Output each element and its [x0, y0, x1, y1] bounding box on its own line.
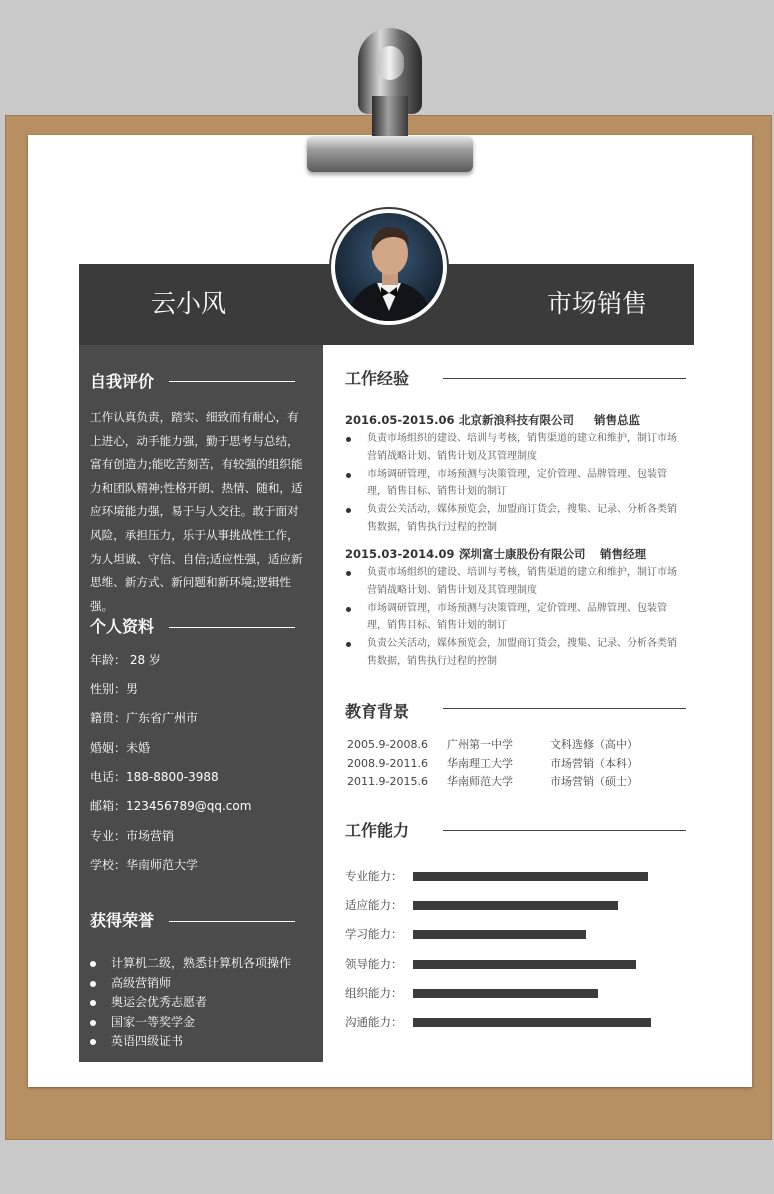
self-evaluation-text: 工作认真负责，踏实、细致而有耐心，有上进心，动手能力强，勤于思考与总结，富有创造力;能吃苦刻苦，有较强的组织能力和团队精神;性格开朗、热情、随和，适应环境能力强，易于与人交往。敢于面对风险，承担压力，乐于从事挑战性工作，为人坦诚、守信、自信;适应性强，适应新思维、新方式、新问题和新环境;逻辑性强。: [90, 410, 303, 613]
section-divider: [443, 378, 686, 379]
skill-label: 专业能力：: [345, 869, 403, 883]
edu-period: 2008.9-2011.6: [347, 757, 428, 770]
job-company: 深圳富士康股份有限公司: [459, 547, 586, 561]
job-position: 销售总监: [594, 413, 640, 427]
section-divider: [443, 708, 686, 709]
list-item: 市场调研管理，市场预测与决策管理，定价管理、品牌管理、包装管理，销售目标、销售计划的制订: [345, 466, 685, 502]
portrait-photo: [335, 213, 443, 321]
section-divider: [169, 921, 295, 922]
skills-title: 工作能力: [345, 821, 410, 840]
section-divider: [443, 830, 686, 831]
list-item: 市场调研管理，市场预测与决策管理，定价管理、品牌管理、包装管理，销售目标、销售计划的制订: [345, 600, 685, 636]
education-title: 教育背景: [345, 702, 410, 721]
list-item: 国家一等奖学金: [90, 1013, 291, 1033]
job-duties: [345, 564, 685, 671]
job-position: 销售经理: [600, 547, 646, 561]
skill-label: 沟通能力：: [345, 1015, 403, 1029]
list-item: 奥运会优秀志愿者: [90, 993, 291, 1013]
skill-bar-track: [413, 901, 663, 910]
info-gender: 性别：男: [90, 682, 139, 696]
edu-major: 文科选修（高中）: [550, 738, 638, 751]
skill-bar: [413, 989, 598, 998]
job-period: 2016.05-2015.06: [345, 413, 455, 427]
skill-bar-track: [413, 989, 663, 998]
honors-list: [90, 954, 291, 1052]
info-email: 邮箱：123456789@qq.com: [90, 799, 252, 813]
skill-bar: [413, 901, 618, 910]
info-school: 学校：华南师范大学: [90, 858, 199, 872]
list-item: 负责公关活动，媒体预览会，加盟商订货会，搜集、记录、分析各类销售数据，销售执行过程的控制: [345, 635, 685, 671]
binder-clip-icon: [307, 136, 473, 172]
list-item: 负责市场组织的建设、培训与考核，销售渠道的建立和维护，制订市场营销战略计划、销售计划及其管理制度: [345, 430, 685, 466]
skill-label: 组织能力：: [345, 986, 403, 1000]
edu-major: 市场营销（本科）: [550, 757, 638, 770]
skill-bar: [413, 960, 636, 969]
info-major: 专业：市场营销: [90, 829, 175, 843]
list-item: 负责公关活动，媒体预览会，加盟商订货会，搜集、记录、分析各类销售数据，销售执行过程的控制: [345, 501, 685, 537]
info-age: 年龄： 28 岁: [90, 653, 161, 667]
avatar: [329, 207, 449, 327]
edu-school: 华南师范大学: [447, 775, 513, 788]
job-title: 市场销售: [547, 289, 648, 318]
skill-bar-track: [413, 1018, 663, 1027]
list-item: 计算机二级，熟悉计算机各项操作: [90, 954, 291, 974]
self-evaluation-title: 自我评价: [90, 372, 155, 391]
section-divider: [169, 381, 295, 382]
list-item: 高级营销师: [90, 974, 291, 994]
edu-period: 2005.9-2008.6: [347, 738, 428, 751]
honors-title: 获得荣誉: [90, 911, 155, 930]
personal-info-title: 个人资料: [90, 617, 155, 636]
list-item: 负责市场组织的建设、培训与考核，销售渠道的建立和维护，制订市场营销战略计划、销售计划及其管理制度: [345, 564, 685, 600]
edu-school: 华南理工大学: [447, 757, 513, 770]
job-duties: [345, 430, 685, 537]
list-item: 英语四级证书: [90, 1032, 291, 1052]
edu-major: 市场营销（硕士）: [550, 775, 638, 788]
skill-bar-track: [413, 872, 663, 881]
info-hometown: 籍贯：广东省广州市: [90, 711, 199, 725]
job-company: 北京新浪科技有限公司: [459, 413, 574, 427]
skill-label: 领导能力：: [345, 957, 403, 971]
job-period: 2015.03-2014.09: [345, 547, 455, 561]
edu-period: 2011.9-2015.6: [347, 775, 428, 788]
skill-bar-track: [413, 930, 663, 939]
work-experience-title: 工作经验: [345, 369, 410, 388]
skill-bar: [413, 930, 586, 939]
skill-bar: [413, 1018, 651, 1027]
info-marital: 婚姻：未婚: [90, 741, 151, 755]
candidate-name: 云小风: [151, 289, 227, 318]
skill-bar-track: [413, 960, 663, 969]
skill-label: 适应能力：: [345, 898, 403, 912]
skill-label: 学习能力：: [345, 927, 403, 941]
info-phone: 电话：188-8800-3988: [90, 770, 219, 784]
section-divider: [169, 627, 295, 628]
edu-school: 广州第一中学: [447, 738, 513, 751]
skill-bar: [413, 872, 648, 881]
